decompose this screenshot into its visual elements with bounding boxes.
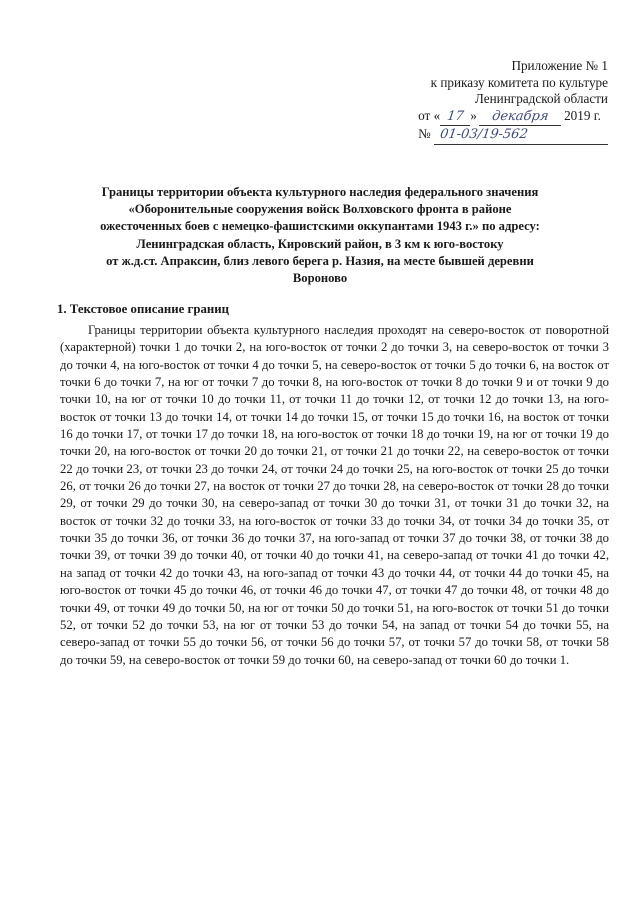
date-mid: » [470, 107, 477, 123]
title-line: от ж.д.ст. Апраксин, близ левого берега р. Назия, на месте бывшей деревни [106, 253, 534, 268]
title-line: Вороново [292, 271, 348, 286]
title-line: «Оборонительные сооружения войск Волховского фронта в районе [128, 202, 512, 217]
document-title [40, 184, 600, 287]
date-month-handwritten: декабря [490, 108, 550, 124]
boundary-description: Границы территории объекта культурного наследия проходят на северо-восток от поворотной (характерной) точки 1 до точки 2, на юго-восток от точки 2 до точки 3, на северо-восток от точки 3 до точки 4, на юго-восток от точки 4 до точки 5, на северо-восток от точки 5 до точки 6, на восток от точки 6 до точки 7, на юг от точки 7 до точки 8, на юго-восток от точки 8 до точки 9 и от точки 9 до точки 10, на юг от точки 10 до точки 11, от точки 11 до точки 12, от точки 12 до точки 13, на юго-восток от точки 13 до точки 14, от точки 14 до точки 15, от точки 15 до точки 16, на восток от точки 16 до точки 17, от точки 17 до точки 18, на юго-восток от точки 18 до точки 19, на юг от точки 19 до точки 20, на юго-восток от точки 20 до точки 21, от точки 21 до точки 22, на северо-восток от точки 22 до точки 23, от точки 23 до точки 24, от точки 24 до точки 25, на юго-восток от точки 25 до точки 26, от точки 26 до точки 27, на восток от точки 27 до точки 28, на северо-восток от точки 28 до точки 29, от точки 29 до точки 30, на северо-запад от точки 30 до точки 31, от точки 31 до точки 32, на восток от точки 32 до точки 33, на юго-восток от точки 33 до точки 34, от точки 34 до точки 35, от точки 35 до точки 36, от точки 36 до точки 37, на юго-запад от точки 37 до точки 38, от точки 38 до точки 39, от точки 39 до точки 40, от точки 40 до точки 41, на северо-запад от точки 41 до точки 42, на запад от точки 42 до точки 43, на юго-запад от точки 43 до точки 44, от точки 44 до точки 45, на юго-восток от точки 45 до точки 46, от точки 46 до точки 47, от точки 47 до точки 48, от точки 48 до точки 49, от точки 49 до точки 50, на юг от точки 50 до точки 51, на юго-восток от точки 51 до точки 52, от точки 52 до точки 53, на юг от точки 53 до точки 54, на запад от точки 54 до точки 55, на северо-запад от точки 55 до точки 56, от точки 56 до точки 57, от точки 57 до точки 58, от точки 58 до точки 59, на северо-восток от точки 59 до точки 60, на северо-запад от точки 60 до точки 1. [60, 323, 609, 667]
appendix-region: Ленинградской области [474, 91, 608, 106]
title-line: Границы территории объекта культурного наследия федерального значения [101, 185, 539, 199]
appendix-order-ref: к приказу комитета по культуре [430, 74, 608, 90]
order-date-row [418, 108, 608, 127]
order-number-handwritten: 01-03/19-562 [439, 127, 529, 142]
date-month-field [479, 108, 561, 127]
appendix-block [418, 58, 608, 145]
section-heading: 1. Текстовое описание границ [57, 302, 230, 316]
order-number-field [434, 126, 608, 145]
number-label: № [418, 126, 431, 141]
title-line: ожесточенных боев с немецко-фашистскими оккупантами 1943 г.» по адресу: [100, 219, 540, 234]
date-day-handwritten: 17 [445, 108, 465, 124]
date-year: 2019 г. [564, 107, 601, 123]
date-prefix: от « [418, 107, 441, 123]
title-line: Ленинградская область, Кировский район, в 3 км к юго-востоку [136, 236, 504, 251]
order-number-row [418, 126, 608, 145]
date-day-field [440, 108, 470, 127]
appendix-number: Приложение № 1 [511, 58, 608, 73]
